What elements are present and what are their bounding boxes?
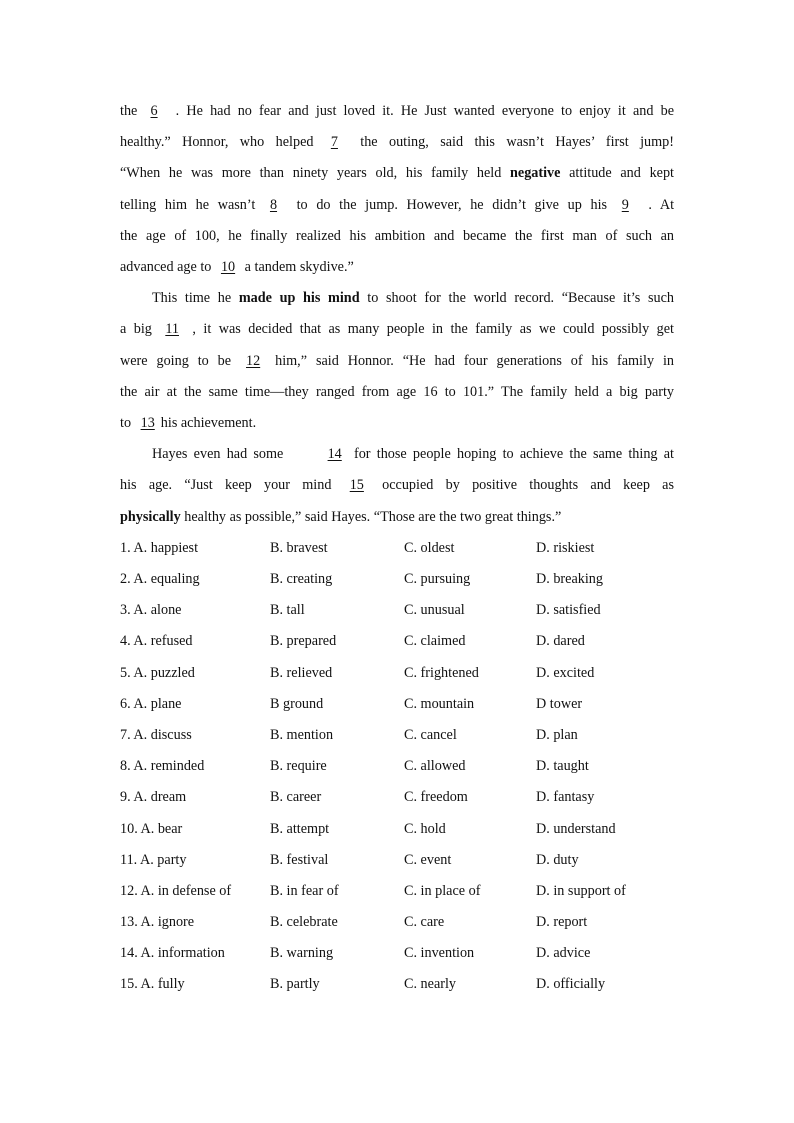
option-choice: 7. A. discuss bbox=[120, 726, 192, 743]
option-choice: D tower bbox=[536, 695, 583, 712]
answer-blank-12: 12 bbox=[246, 352, 261, 369]
option-choice: 4. A. refused bbox=[120, 633, 193, 650]
passage-line bbox=[120, 283, 674, 314]
passage-text: healthy as possible,” said Hayes. “Those are the two great things.” bbox=[180, 508, 562, 525]
option-choice: D. officially bbox=[536, 976, 606, 993]
option-row-9 bbox=[120, 782, 674, 813]
option-choice: D. plan bbox=[536, 726, 578, 743]
passage-text: his age. “Just keep your mind bbox=[120, 477, 344, 494]
passage-text: his achievement. bbox=[160, 415, 257, 432]
option-choice: C. event bbox=[404, 851, 452, 868]
option-row-12 bbox=[120, 876, 674, 907]
passage-line bbox=[120, 346, 674, 377]
option-choice: D. report bbox=[536, 914, 588, 931]
passage-line bbox=[120, 314, 674, 345]
option-choice: 10. A. bear bbox=[120, 820, 183, 837]
option-row-3 bbox=[120, 595, 674, 626]
passage-line bbox=[120, 127, 674, 158]
option-choice: 2. A. equaling bbox=[120, 571, 200, 588]
option-choice: B. career bbox=[270, 789, 322, 806]
option-choice: 3. A. alone bbox=[120, 602, 182, 619]
passage-text: to shoot for the world record. “Because it’s such bbox=[359, 290, 674, 307]
option-choice: 8. A. reminded bbox=[120, 758, 205, 775]
passage-text: the air at the same time—they ranged from age 16 to 101.” The family held a big party bbox=[120, 383, 674, 400]
option-choice: 1. A. happiest bbox=[120, 539, 199, 556]
option-choice: 6. A. plane bbox=[120, 695, 182, 712]
option-choice: B. tall bbox=[270, 602, 305, 619]
passage-text: to do the jump. However, he didn’t give up his bbox=[287, 196, 616, 213]
option-row-5 bbox=[120, 658, 674, 689]
passage-line bbox=[120, 96, 674, 127]
option-row-7 bbox=[120, 720, 674, 751]
option-choice: D. taught bbox=[536, 758, 589, 775]
option-choice: C. invention bbox=[404, 945, 475, 962]
option-choice: 11. A. party bbox=[120, 851, 187, 868]
passage-text: advanced age to bbox=[120, 259, 215, 276]
passage-text: telling him he wasn’t bbox=[120, 196, 264, 213]
passage-text: the bbox=[120, 103, 145, 119]
passage-text: attitude and kept bbox=[560, 165, 674, 182]
document-page bbox=[120, 96, 674, 1001]
passage-line bbox=[120, 252, 674, 283]
option-row-8 bbox=[120, 751, 674, 782]
option-choice: C. in place of bbox=[404, 882, 481, 899]
option-choice: D. excited bbox=[536, 664, 595, 681]
passage-text: , it was decided that as many people in the family as we could possibly get bbox=[184, 321, 674, 338]
option-row-4 bbox=[120, 626, 674, 657]
option-choice: B ground bbox=[270, 695, 324, 712]
passage-line bbox=[120, 158, 674, 189]
passage-paragraph-3 bbox=[120, 439, 674, 533]
option-choice: D. advice bbox=[536, 945, 591, 962]
option-choice: C. claimed bbox=[404, 633, 466, 650]
option-choice: C. hold bbox=[404, 820, 446, 837]
passage-text: to bbox=[120, 415, 135, 432]
bold-keyword: made up his mind bbox=[238, 290, 360, 307]
option-choice: C. cancel bbox=[404, 726, 457, 743]
passage-text: him,” said Honnor. “He had four generations of his family in bbox=[266, 352, 674, 369]
option-choice: B. attempt bbox=[270, 820, 330, 837]
option-choice: 12. A. in defense of bbox=[120, 882, 232, 899]
passage-line bbox=[120, 377, 674, 408]
option-choice: D. understand bbox=[536, 820, 616, 837]
option-choice: C. allowed bbox=[404, 758, 466, 775]
option-choice: D. dared bbox=[536, 633, 585, 650]
option-choice: B. require bbox=[270, 758, 327, 775]
option-choice: D. in support of bbox=[536, 882, 626, 899]
option-row-11 bbox=[120, 845, 674, 876]
option-choice: C. pursuing bbox=[404, 571, 471, 588]
bold-keyword: physically bbox=[120, 508, 181, 525]
passage-text: . At bbox=[639, 196, 675, 213]
passage-line bbox=[120, 502, 674, 533]
option-choice: 14. A. information bbox=[120, 945, 225, 962]
answer-blank-10: 10 bbox=[220, 259, 236, 276]
option-choice: D. riskiest bbox=[536, 539, 595, 556]
answer-blank-11: 11 bbox=[165, 321, 179, 338]
option-choice: B. celebrate bbox=[270, 914, 338, 931]
passage-line bbox=[120, 470, 674, 501]
answer-options-list bbox=[120, 533, 674, 1001]
passage-text: . He had no fear and just loved it. He Just wanted everyone to enjoy it and be bbox=[168, 103, 674, 119]
answer-blank-7: 7 bbox=[330, 134, 338, 151]
bold-keyword: negative bbox=[510, 165, 561, 182]
passage-text: for those people hoping to achieve the same thing at bbox=[347, 446, 674, 463]
option-choice: C. freedom bbox=[404, 789, 468, 806]
option-choice: D. breaking bbox=[536, 571, 603, 588]
option-choice: B. in fear of bbox=[270, 882, 339, 899]
option-choice: C. care bbox=[404, 914, 445, 931]
option-choice: B. mention bbox=[270, 726, 334, 743]
answer-blank-13: 13 bbox=[140, 415, 155, 432]
passage-text: Hayes even had some bbox=[152, 446, 290, 463]
option-choice: D. fantasy bbox=[536, 789, 595, 806]
option-row-10 bbox=[120, 814, 674, 845]
option-row-6 bbox=[120, 689, 674, 720]
passage-text: healthy.” Honnor, who helped bbox=[120, 134, 325, 151]
option-choice: 5. A. puzzled bbox=[120, 664, 195, 681]
option-row-1 bbox=[120, 533, 674, 564]
option-choice: C. nearly bbox=[404, 976, 457, 993]
passage-line bbox=[120, 408, 674, 439]
answer-blank-6: 6 bbox=[150, 103, 158, 119]
passage-text: the age of 100, he finally realized his ambition and became the first man of such an bbox=[120, 227, 674, 244]
passage-line bbox=[120, 190, 674, 221]
option-choice: 13. A. ignore bbox=[120, 914, 195, 931]
option-choice: D. duty bbox=[536, 851, 579, 868]
option-choice: D. satisfied bbox=[536, 602, 601, 619]
answer-blank-14: 14 bbox=[327, 446, 342, 463]
answer-blank-15: 15 bbox=[349, 477, 364, 494]
passage-paragraph-2 bbox=[120, 283, 674, 439]
passage-paragraph-1 bbox=[120, 96, 674, 283]
option-row-2 bbox=[120, 564, 674, 595]
option-choice: C. frightened bbox=[404, 664, 479, 681]
option-choice: B. relieved bbox=[270, 664, 333, 681]
passage-text: a big bbox=[120, 321, 160, 338]
option-choice: B. warning bbox=[270, 945, 334, 962]
option-row-15 bbox=[120, 969, 674, 1000]
answer-blank-9: 9 bbox=[621, 196, 629, 213]
option-choice: B. creating bbox=[270, 571, 333, 588]
passage-text: the outing, said this wasn’t Hayes’ first jump! bbox=[348, 134, 674, 151]
passage-text: occupied by positive thoughts and keep as bbox=[369, 477, 675, 494]
passage-text: were going to be bbox=[120, 352, 240, 369]
option-choice: B. bravest bbox=[270, 539, 328, 556]
option-row-14 bbox=[120, 938, 674, 969]
option-choice: 9. A. dream bbox=[120, 789, 187, 806]
answer-blank-8: 8 bbox=[269, 196, 278, 213]
option-choice: B. festival bbox=[270, 851, 329, 868]
option-choice: 15. A. fully bbox=[120, 976, 185, 993]
option-choice: B. prepared bbox=[270, 633, 337, 650]
option-choice: C. unusual bbox=[404, 602, 465, 619]
option-row-13 bbox=[120, 907, 674, 938]
passage-text: This time he bbox=[152, 290, 239, 307]
passage-text: “When he was more than ninety years old, his family held bbox=[120, 165, 510, 182]
passage-line bbox=[120, 439, 674, 470]
passage-line bbox=[120, 221, 674, 252]
option-choice: B. partly bbox=[270, 976, 320, 993]
option-choice: C. oldest bbox=[404, 539, 455, 556]
passage-text: a tandem skydive.” bbox=[241, 259, 354, 276]
option-choice: C. mountain bbox=[404, 695, 475, 712]
